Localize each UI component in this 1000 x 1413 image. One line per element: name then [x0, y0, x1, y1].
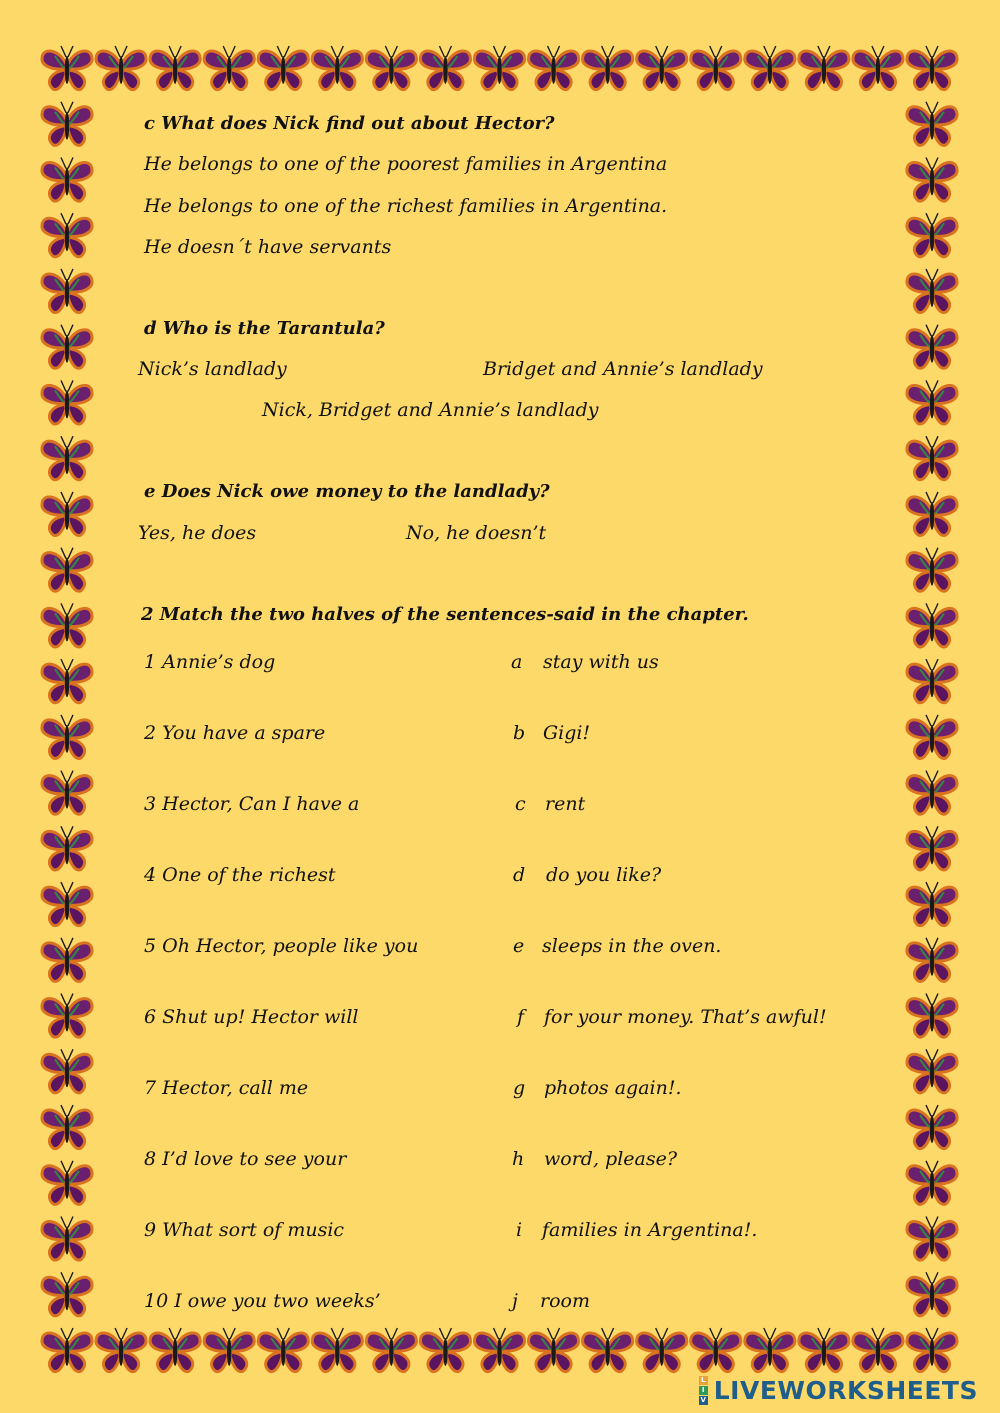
butterfly-icon [42, 1105, 92, 1149]
butterfly-icon [42, 380, 92, 424]
butterfly-icon [691, 1328, 741, 1372]
butterfly-icon [907, 771, 957, 815]
butterfly-icon [691, 46, 741, 90]
butterfly-icon [637, 1328, 687, 1372]
match-left-6: 6 Shut up! Hector will [144, 1006, 359, 1028]
butterfly-icon [42, 938, 92, 982]
butterfly-icon [42, 771, 92, 815]
butterfly-icon [42, 436, 92, 480]
brand-badge-icon [699, 1376, 708, 1405]
option-c-2[interactable]: He belongs to one of the richest families in Argentina. [144, 195, 668, 217]
butterfly-icon [637, 46, 687, 90]
butterfly-icon [42, 1161, 92, 1205]
brand-name: LIVEWORKSHEETS [713, 1375, 978, 1405]
match-right-h: word, please? [544, 1148, 678, 1170]
butterfly-icon [907, 938, 957, 982]
match-right-letter-a: a [511, 651, 523, 673]
match-right-g: photos again!. [544, 1077, 682, 1099]
butterfly-icon [42, 1328, 92, 1372]
match-right-letter-c: c [515, 793, 526, 815]
butterfly-icon [366, 1328, 416, 1372]
match-right-letter-g: g [513, 1077, 526, 1099]
match-right-letter-d: d [513, 864, 526, 886]
option-c-1[interactable]: He belongs to one of the poorest families in Argentina [144, 153, 668, 175]
butterfly-icon [42, 1217, 92, 1261]
butterfly-icon [853, 46, 903, 90]
butterfly-icon [907, 46, 957, 90]
butterfly-icon [907, 1105, 957, 1149]
butterfly-icon [42, 882, 92, 926]
butterfly-icon [42, 157, 92, 201]
match-right-letter-b: b [513, 722, 526, 744]
butterfly-icon [745, 1328, 795, 1372]
match-right-d: do you like? [546, 864, 662, 886]
match-right-a: stay with us [543, 651, 659, 673]
match-right-j: room [540, 1290, 590, 1312]
butterfly-icon [745, 46, 795, 90]
butterfly-icon [907, 157, 957, 201]
butterfly-icon [42, 325, 92, 369]
match-left-2: 2 You have a spare [144, 722, 326, 744]
butterfly-icon [204, 1328, 254, 1372]
butterfly-icon [366, 46, 416, 90]
match-right-letter-j: j [512, 1290, 518, 1312]
option-d-3[interactable]: Nick, Bridget and Annie’s landlady [262, 399, 599, 421]
badge-letter-v: V [700, 1395, 706, 1404]
butterfly-icon [42, 1272, 92, 1316]
butterfly-icon [42, 492, 92, 536]
butterfly-icon [907, 213, 957, 257]
butterfly-icon [907, 1161, 957, 1205]
butterfly-icon [907, 436, 957, 480]
butterfly-icon [907, 659, 957, 703]
matching-instruction: 2 Match the two halves of the sentences-said in the chapter. [141, 604, 749, 625]
butterfly-icon [907, 1049, 957, 1093]
butterfly-icon [907, 269, 957, 313]
match-right-c: rent [545, 793, 586, 815]
butterfly-icon [907, 102, 957, 146]
butterfly-icon [907, 826, 957, 870]
butterfly-icon [150, 46, 200, 90]
match-right-letter-f: f [517, 1006, 525, 1028]
butterfly-icon [42, 826, 92, 870]
butterfly-icon [907, 1328, 957, 1372]
butterfly-icon [42, 548, 92, 592]
butterfly-icon [312, 1328, 362, 1372]
question-d: d Who is the Tarantula? [144, 318, 385, 339]
match-left-3: 3 Hector, Can I have a [144, 793, 360, 815]
butterfly-icon [420, 46, 470, 90]
question-c: c What does Nick find out about Hector? [144, 113, 555, 134]
butterfly-icon [42, 46, 92, 90]
butterfly-icon [907, 1217, 957, 1261]
match-left-7: 7 Hector, call me [144, 1077, 309, 1099]
option-e-2[interactable]: No, he doesn’t [406, 522, 547, 544]
butterfly-icon [907, 715, 957, 759]
question-e: e Does Nick owe money to the landlady? [144, 481, 550, 502]
option-c-3[interactable]: He doesn´t have servants [144, 236, 392, 258]
match-left-9: 9 What sort of music [144, 1219, 345, 1241]
match-right-e: sleeps in the oven. [542, 935, 722, 957]
match-left-4: 4 One of the richest [144, 864, 336, 886]
butterfly-icon [42, 715, 92, 759]
butterfly-icon [529, 46, 579, 90]
butterfly-icon [420, 1328, 470, 1372]
match-right-f: for your money. That’s awful! [544, 1006, 827, 1028]
match-left-10: 10 I owe you two weeks’ [144, 1290, 381, 1312]
butterfly-icon [42, 659, 92, 703]
match-left-1: 1 Annie’s dog [144, 651, 276, 673]
option-d-2[interactable]: Bridget and Annie’s landlady [483, 358, 763, 380]
butterfly-icon [42, 269, 92, 313]
butterfly-icon [42, 213, 92, 257]
butterfly-icon [204, 46, 254, 90]
butterfly-icon [907, 603, 957, 647]
badge-letter-i: I [699, 1386, 708, 1395]
butterfly-icon [258, 1328, 308, 1372]
butterfly-icon [42, 1049, 92, 1093]
butterfly-icon [799, 1328, 849, 1372]
butterfly-icon [853, 1328, 903, 1372]
butterfly-icon [42, 994, 92, 1038]
option-e-1[interactable]: Yes, he does [138, 522, 257, 544]
match-right-letter-e: e [513, 935, 525, 957]
match-right-letter-h: h [512, 1148, 525, 1170]
match-right-letter-i: i [516, 1219, 523, 1241]
butterfly-icon [258, 46, 308, 90]
butterfly-icon [42, 603, 92, 647]
liveworksheets-logo[interactable] [699, 1374, 978, 1406]
butterfly-icon [907, 380, 957, 424]
butterfly-icon [907, 1272, 957, 1316]
match-right-b: Gigi! [543, 722, 591, 744]
butterfly-icon [907, 994, 957, 1038]
butterfly-icon [799, 46, 849, 90]
butterfly-icon [583, 46, 633, 90]
butterfly-icon [96, 1328, 146, 1372]
butterfly-icon [529, 1328, 579, 1372]
butterfly-icon [907, 325, 957, 369]
match-right-i: families in Argentina!. [542, 1219, 758, 1241]
butterfly-icon [474, 46, 524, 90]
match-left-8: 8 I’d love to see your [144, 1148, 347, 1170]
butterfly-icon [907, 548, 957, 592]
butterfly-icon [907, 882, 957, 926]
badge-letter-l: L [699, 1376, 708, 1385]
butterfly-icon [583, 1328, 633, 1372]
butterfly-icon [312, 46, 362, 90]
butterfly-icon [96, 46, 146, 90]
butterfly-icon [150, 1328, 200, 1372]
butterfly-icon [42, 102, 92, 146]
option-d-1[interactable]: Nick’s landlady [138, 358, 287, 380]
match-left-5: 5 Oh Hector, people like you [144, 935, 419, 957]
butterfly-icon [907, 492, 957, 536]
butterfly-icon [474, 1328, 524, 1372]
